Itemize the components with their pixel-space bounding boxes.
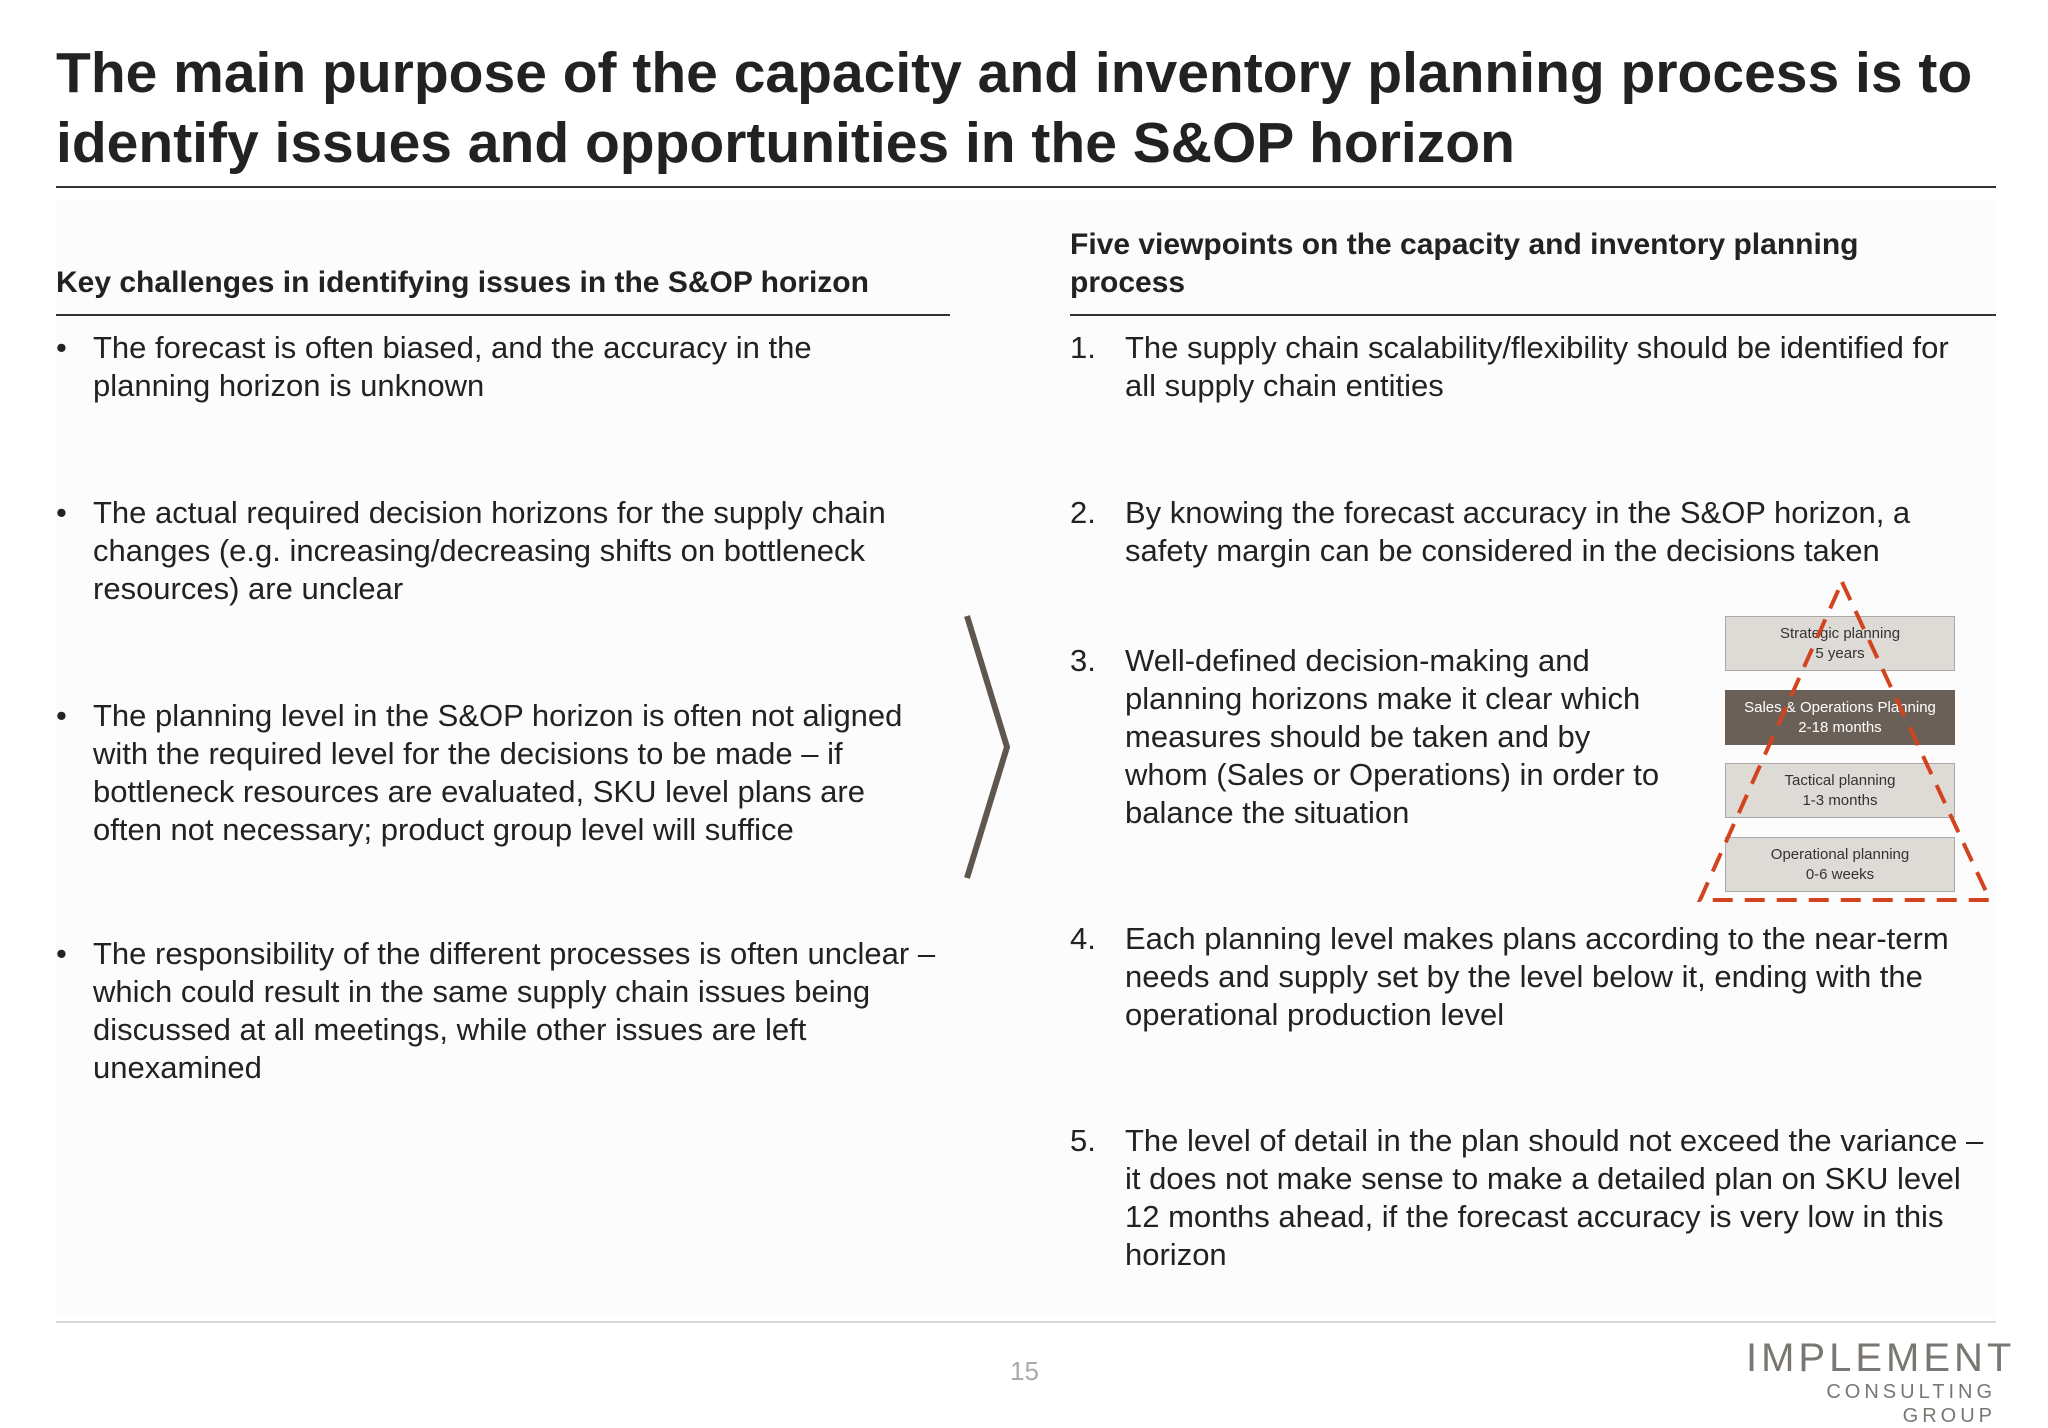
pyramid-level-horizon: 0-6 weeks: [1805, 865, 1875, 883]
page-title: The main purpose of the capacity and inventory planning process is to identify issues and opportunities in the S&OP horizon: [56, 41, 1973, 175]
title-divider: [56, 186, 1996, 188]
logo-sub-text: CONSULTING GROUP: [1826, 1381, 1996, 1427]
pyramid-level-horizon: 1-3 months: [1802, 791, 1878, 809]
pyramid-level-name: Strategic planning: [1779, 624, 1901, 642]
pyramid-level-sop: [1725, 690, 1955, 745]
challenge-item: [56, 494, 936, 608]
bullet-marker: •: [56, 495, 67, 530]
viewpoint-item: [1070, 642, 1670, 832]
company-logo: [1746, 1336, 2016, 1428]
viewpoint-number: 5.: [1070, 1123, 1096, 1158]
viewpoint-number: 4.: [1070, 921, 1096, 956]
bullet-marker: •: [56, 698, 67, 733]
chevron-right-icon: [962, 612, 1012, 882]
viewpoint-text: By knowing the forecast accuracy in the S&OP horizon, a safety margin can be considered in the decisions taken: [1125, 495, 1911, 568]
viewpoint-item: [1070, 494, 1985, 570]
right-column-heading: Five viewpoints on the capacity and inventory planning process: [1070, 228, 1859, 299]
logo-main-text: IMPLEMENT: [1746, 1336, 2016, 1380]
challenge-text: The planning level in the S&OP horizon is often not aligned with the required level for the decisions to be made – if bottleneck resources are evaluated, SKU level plans are often not necessary; product group level will suffice: [93, 698, 903, 847]
challenge-text: The responsibility of the different processes is often unclear – which could result in the same supply chain issues being discussed at all meetings, while other issues are left unexamined: [93, 936, 936, 1085]
viewpoint-text: Each planning level makes plans according to the near-term needs and supply set by the level below it, ending with the operational production level: [1125, 921, 1949, 1032]
viewpoint-item: [1070, 920, 1985, 1034]
right-heading-divider: [1070, 314, 1996, 316]
left-column-heading: Key challenges in identifying issues in the S&OP horizon: [56, 266, 869, 299]
viewpoint-text: Well-defined decision-making and planning horizons make it clear which measures should be taken and by whom (Sales or Operations) in order to balance the situation: [1125, 643, 1660, 830]
viewpoint-item: [1070, 1122, 1985, 1274]
pyramid-level-tactical: [1725, 763, 1955, 818]
challenge-item: [56, 935, 936, 1087]
bullet-marker: •: [56, 936, 67, 971]
viewpoint-number: 1.: [1070, 330, 1096, 365]
challenge-text: The actual required decision horizons for the supply chain changes (e.g. increasing/decreasing shifts on bottleneck resources) are unclear: [93, 495, 886, 606]
page-number: 15: [1010, 1356, 1039, 1386]
viewpoint-number: 2.: [1070, 495, 1096, 530]
pyramid-level-operational: [1725, 837, 1955, 892]
pyramid-level-strategic: [1725, 616, 1955, 671]
challenge-item: [56, 697, 936, 849]
viewpoint-item: [1070, 329, 1985, 405]
pyramid-level-name: Sales & Operations Planning: [1744, 698, 1936, 716]
bullet-marker: •: [56, 330, 67, 365]
footer-divider: [56, 1321, 1996, 1323]
challenge-text: The forecast is often biased, and the accuracy in the planning horizon is unknown: [93, 330, 812, 403]
viewpoint-text: The level of detail in the plan should not exceed the variance – it does not make sense to make a detailed plan on SKU level 12 months ahead, if the forecast accuracy is very low in this horizon: [1125, 1123, 1984, 1272]
challenge-item: [56, 329, 936, 405]
pyramid-level-name: Operational planning: [1770, 845, 1910, 863]
viewpoint-text: The supply chain scalability/flexibility should be identified for all supply chain entities: [1125, 330, 1949, 403]
pyramid-level-horizon: 5 years: [1815, 644, 1865, 662]
left-heading-divider: [56, 314, 950, 316]
pyramid-level-name: Tactical planning: [1784, 771, 1896, 789]
pyramid-level-horizon: 2-18 months: [1798, 718, 1882, 736]
viewpoint-number: 3.: [1070, 643, 1096, 678]
